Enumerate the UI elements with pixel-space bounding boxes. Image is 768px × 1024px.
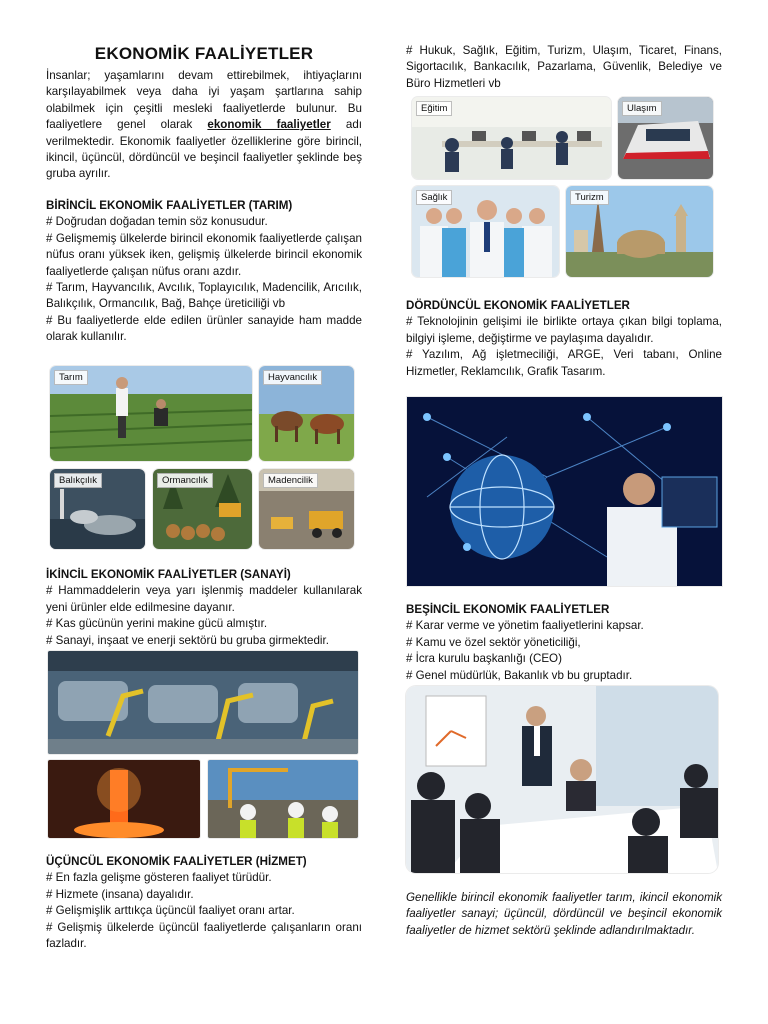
photo-factory bbox=[48, 651, 358, 754]
tertiary-services bbox=[406, 43, 722, 92]
quinary-line: # İcra kurulu başkanlığı (CEO) bbox=[406, 652, 562, 666]
photo-madencilik bbox=[259, 469, 354, 549]
photo-egitim bbox=[412, 97, 611, 179]
secondary-line: # Sanayi, inşaat ve enerji sektörü bu gruba girmektedir. bbox=[46, 633, 329, 647]
quinary-line: # Genel müdürlük, Bakanlık vb bu gruptadır. bbox=[406, 668, 633, 682]
construction-workers-image bbox=[208, 760, 358, 838]
intro-keyword: ekonomik faaliyetler bbox=[207, 118, 331, 132]
business-meeting-image bbox=[406, 686, 718, 873]
intro-text-1: İnsanlar; yaşamlarını devam ettirebilmek, ihtiyaçlarını karşılayabilmek veya daha iyi yaşam şartlarına sahip olabilmek için çeşitli mesleki faaliyetlerde bulunur. Bu faaliyetlere genel olarak bbox=[46, 69, 362, 132]
photo-label: Ulaşım bbox=[622, 101, 662, 116]
services-list: # Hukuk, Sağlık, Eğitim, Turizm, Ulaşım, Ticaret, Finans, Sigortacılık, Bankacılık, Pazarlama, Güvenlik, Belediye ve Büro Hizmetleri vb bbox=[406, 44, 722, 90]
tertiary-heading: ÜÇÜNCÜL EKONOMİK FAALİYETLER (HİZMET) bbox=[46, 855, 307, 868]
primary-section bbox=[46, 198, 362, 346]
primary-line: # Gelişmemiş ülkelerde birincil ekonomik faaliyetlerde çalışan nüfus oranı yüksek iken, gelişmiş ülkelerde birincil ekonomik faaliyetlerde çalışan nüfus oranı azdır. bbox=[46, 231, 362, 278]
intro-text-2: adı verilmektedir. Ekonomik faaliyetler özelliklerine göre birincil, ikincil, üçüncül, dördüncül ve beşincil faaliyetler şeklinde beş gruba ayrılır. bbox=[46, 118, 362, 181]
photo-balikcilik bbox=[50, 469, 145, 549]
photo-hayvancilik bbox=[259, 366, 354, 461]
photo-label: Tarım bbox=[54, 370, 88, 385]
photo-saglik bbox=[412, 186, 559, 277]
quaternary-line: # Yazılım, Ağ işletmeciliği, ARGE, Veri tabanı, Online Hizmetler, Reklamcılık, Grafik Tasarım. bbox=[406, 348, 722, 378]
quinary-heading: BEŞİNCİL EKONOMİK FAALİYETLER bbox=[406, 603, 610, 616]
photo-technology bbox=[407, 397, 722, 586]
quaternary-heading: DÖRDÜNCÜL EKONOMİK FAALİYETLER bbox=[406, 299, 630, 312]
photo-turizm bbox=[566, 186, 713, 277]
photo-tarim bbox=[50, 366, 252, 461]
secondary-line: # Hammaddelerin veya yarı işlenmiş maddeler kullanılarak yeni ürünler elde edilmesine dayanır. bbox=[46, 584, 362, 614]
quinary-line: # Kamu ve özel sektör yöneticiliği, bbox=[406, 635, 581, 649]
primary-line: # Bu faaliyetlerde elde edilen ürünler sanayide ham madde olarak kullanılır. bbox=[46, 313, 362, 344]
photo-label: Eğitim bbox=[416, 101, 452, 116]
tertiary-line: # Hizmete (insana) dayalıdır. bbox=[46, 887, 194, 901]
photo-ulasim bbox=[618, 97, 713, 179]
secondary-heading: İKİNCİL EKONOMİK FAALİYETLER (SANAYİ) bbox=[46, 568, 291, 581]
quaternary-line: # Teknolojinin gelişimi ile birlikte ortaya çıkan bilgi toplama, bilgiyi işleme, değiştirme ve paylaşıma dayalıdır. bbox=[406, 315, 722, 345]
molten-steel-image bbox=[48, 760, 200, 838]
secondary-line: # Kas gücünün yerini makine gücü almıştır. bbox=[46, 617, 268, 631]
photo-label: Madencilik bbox=[263, 473, 318, 488]
tertiary-section bbox=[46, 854, 362, 952]
photo-meeting bbox=[406, 686, 718, 873]
photo-label: Balıkçılık bbox=[54, 473, 102, 488]
photo-label: Turizm bbox=[570, 190, 609, 205]
primary-line: # Tarım, Hayvancılık, Avcılık, Toplayıcılık, Madencilik, Arıcılık, Balıkçılık, Ormancılık, Bağ, Bahçe üreticiliği vb bbox=[46, 281, 362, 311]
tertiary-line: # Gelişmişlik arttıkça üçüncül faaliyet oranı artar. bbox=[46, 904, 295, 918]
tertiary-line: # Gelişmiş ülkelerde üçüncül faaliyetlerde çalışanların oranı fazladır. bbox=[46, 920, 362, 951]
secondary-section bbox=[46, 567, 362, 649]
quaternary-section bbox=[406, 298, 722, 380]
summary-section bbox=[406, 890, 722, 939]
digital-network-image bbox=[407, 397, 722, 586]
quinary-line: # Karar verme ve yönetim faaliyetlerini kapsar. bbox=[406, 619, 644, 633]
primary-line: # Doğrudan doğadan temin söz konusudur. bbox=[46, 215, 268, 229]
intro-paragraph bbox=[46, 68, 362, 183]
car-factory-image bbox=[48, 651, 358, 754]
primary-heading: BİRİNCİL EKONOMİK FAALİYETLER (TARIM) bbox=[46, 199, 293, 212]
tertiary-line: # En fazla gelişme gösteren faaliyet türüdür. bbox=[46, 871, 272, 885]
photo-ormancilik bbox=[153, 469, 252, 549]
summary-text: Genellikle birincil ekonomik faaliyetler tarım, ikincil ekonomik faaliyetler sanayi; üçüncül, dördüncül ve beşincil ekonomik faaliyetler de hizmet sektörü şeklinde adlandırılmaktadır. bbox=[406, 891, 722, 937]
photo-construction bbox=[208, 760, 358, 838]
photo-label: Hayvancılık bbox=[263, 370, 322, 385]
quinary-section bbox=[406, 602, 722, 684]
photo-label: Ormancılık bbox=[157, 473, 213, 488]
photo-label: Sağlık bbox=[416, 190, 452, 205]
page-title: EKONOMİK FAALİYETLER bbox=[94, 44, 314, 63]
photo-steel bbox=[48, 760, 200, 838]
